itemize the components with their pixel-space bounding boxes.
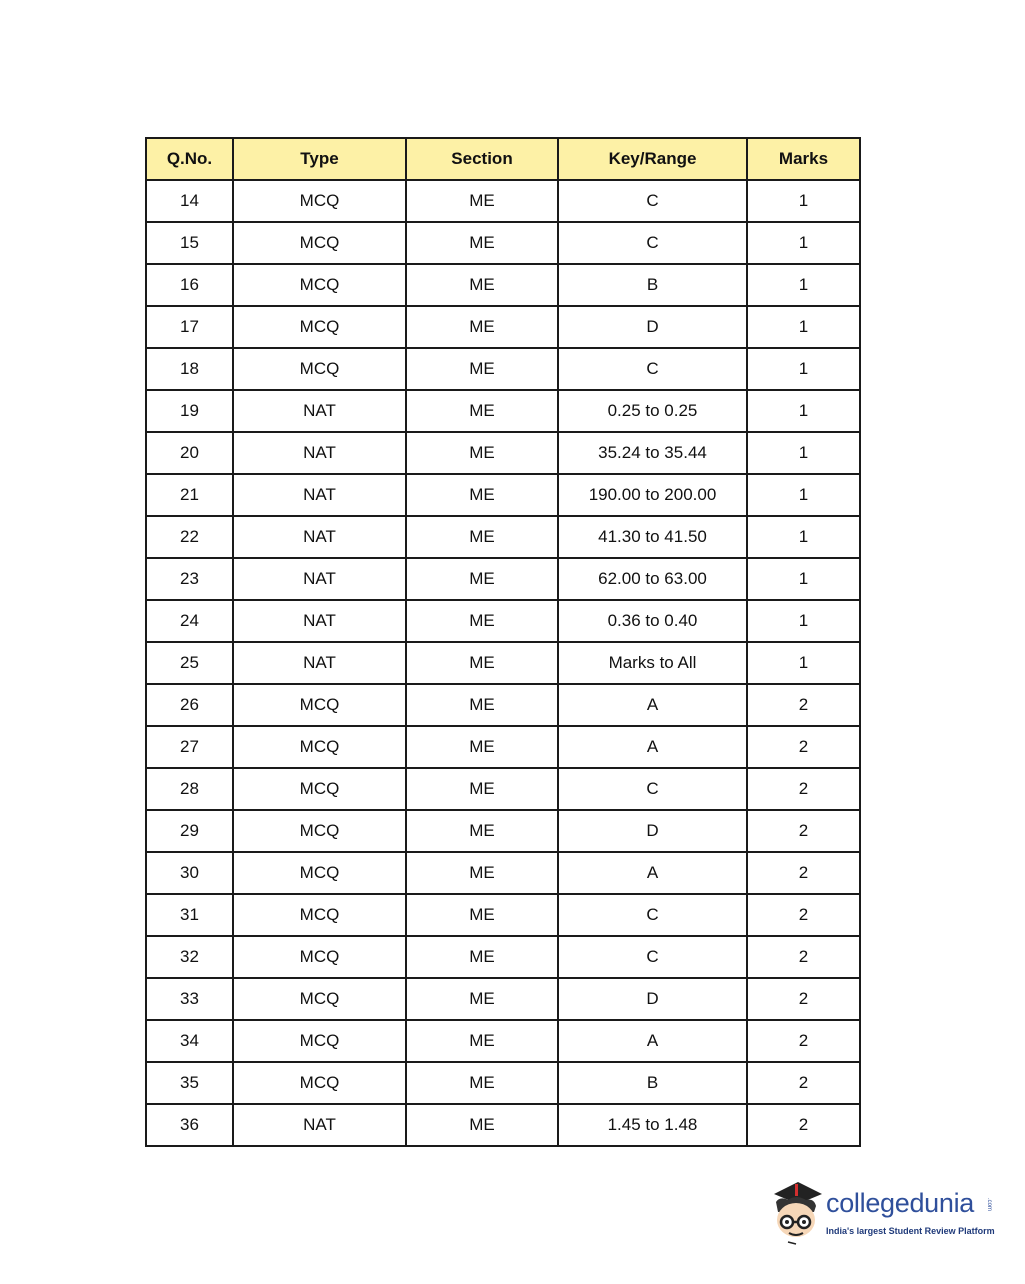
cell-marks: 2	[747, 768, 860, 810]
cell-section: ME	[406, 642, 558, 684]
cell-section: ME	[406, 180, 558, 222]
cell-section: ME	[406, 390, 558, 432]
table-row	[146, 390, 860, 432]
cell-type: NAT	[233, 600, 406, 642]
cell-key-range: 41.30 to 41.50	[558, 516, 747, 558]
cell-type: MCQ	[233, 768, 406, 810]
table-row	[146, 348, 860, 390]
cell-section: ME	[406, 264, 558, 306]
table-row	[146, 852, 860, 894]
cell-key-range: B	[558, 264, 747, 306]
cell-qno: 34	[146, 1020, 233, 1062]
cell-type: MCQ	[233, 894, 406, 936]
cell-marks: 2	[747, 894, 860, 936]
cell-qno: 15	[146, 222, 233, 264]
table-header-row	[146, 138, 860, 180]
cell-type: NAT	[233, 558, 406, 600]
cell-section: ME	[406, 222, 558, 264]
table-row	[146, 1020, 860, 1062]
cell-key-range: C	[558, 348, 747, 390]
cell-section: ME	[406, 600, 558, 642]
cell-section: ME	[406, 684, 558, 726]
cell-key-range: A	[558, 726, 747, 768]
header-qno: Q.No.	[146, 138, 233, 180]
answer-key-table	[145, 137, 861, 1147]
cell-qno: 35	[146, 1062, 233, 1104]
cell-qno: 22	[146, 516, 233, 558]
cell-section: ME	[406, 516, 558, 558]
cell-key-range: C	[558, 894, 747, 936]
cell-qno: 16	[146, 264, 233, 306]
cell-qno: 31	[146, 894, 233, 936]
mascot-icon	[766, 1176, 826, 1246]
table-row	[146, 1062, 860, 1104]
cell-section: ME	[406, 894, 558, 936]
table-row	[146, 642, 860, 684]
logo-domain-suffix: .com	[986, 1198, 992, 1212]
cell-section: ME	[406, 852, 558, 894]
cell-key-range: C	[558, 768, 747, 810]
table-row	[146, 558, 860, 600]
cell-type: MCQ	[233, 936, 406, 978]
collegedunia-logo	[766, 1176, 996, 1246]
cell-key-range: Marks to All	[558, 642, 747, 684]
cell-section: ME	[406, 1104, 558, 1146]
cell-key-range: D	[558, 978, 747, 1020]
table-row	[146, 306, 860, 348]
cell-type: MCQ	[233, 180, 406, 222]
cell-qno: 33	[146, 978, 233, 1020]
table-row	[146, 768, 860, 810]
cell-type: NAT	[233, 390, 406, 432]
cell-marks: 1	[747, 306, 860, 348]
table-row	[146, 222, 860, 264]
cell-marks: 1	[747, 558, 860, 600]
cell-key-range: B	[558, 1062, 747, 1104]
cell-qno: 25	[146, 642, 233, 684]
cell-type: MCQ	[233, 264, 406, 306]
cell-key-range: D	[558, 306, 747, 348]
cell-type: MCQ	[233, 222, 406, 264]
cell-key-range: A	[558, 684, 747, 726]
cell-key-range: 190.00 to 200.00	[558, 474, 747, 516]
cell-key-range: 62.00 to 63.00	[558, 558, 747, 600]
cell-marks: 2	[747, 1104, 860, 1146]
cell-qno: 20	[146, 432, 233, 474]
cell-type: MCQ	[233, 810, 406, 852]
cell-marks: 1	[747, 474, 860, 516]
cell-section: ME	[406, 474, 558, 516]
cell-qno: 28	[146, 768, 233, 810]
cell-section: ME	[406, 978, 558, 1020]
cell-qno: 36	[146, 1104, 233, 1146]
logo-wordmark: collegedunia	[826, 1188, 975, 1218]
cell-marks: 1	[747, 222, 860, 264]
cell-qno: 26	[146, 684, 233, 726]
cell-type: MCQ	[233, 1062, 406, 1104]
cell-key-range: C	[558, 222, 747, 264]
cell-key-range: 0.25 to 0.25	[558, 390, 747, 432]
cell-key-range: 1.45 to 1.48	[558, 1104, 747, 1146]
cell-section: ME	[406, 936, 558, 978]
table-row	[146, 432, 860, 474]
cell-marks: 1	[747, 432, 860, 474]
header-marks: Marks	[747, 138, 860, 180]
table-row	[146, 684, 860, 726]
cell-qno: 29	[146, 810, 233, 852]
cell-key-range: 0.36 to 0.40	[558, 600, 747, 642]
cell-marks: 1	[747, 642, 860, 684]
cell-marks: 2	[747, 684, 860, 726]
cell-section: ME	[406, 558, 558, 600]
cell-type: NAT	[233, 516, 406, 558]
cell-section: ME	[406, 306, 558, 348]
cell-key-range: A	[558, 852, 747, 894]
table-row	[146, 180, 860, 222]
table-row	[146, 474, 860, 516]
cell-qno: 18	[146, 348, 233, 390]
cell-type: MCQ	[233, 726, 406, 768]
table-row	[146, 1104, 860, 1146]
table-row	[146, 936, 860, 978]
header-section: Section	[406, 138, 558, 180]
cell-qno: 32	[146, 936, 233, 978]
cell-qno: 17	[146, 306, 233, 348]
table-row	[146, 978, 860, 1020]
logo-tagline: India's largest Student Review Platform	[826, 1226, 995, 1236]
cell-section: ME	[406, 432, 558, 474]
cell-type: MCQ	[233, 306, 406, 348]
cell-type: NAT	[233, 432, 406, 474]
table-row	[146, 894, 860, 936]
cell-type: MCQ	[233, 348, 406, 390]
cell-section: ME	[406, 1020, 558, 1062]
cell-section: ME	[406, 768, 558, 810]
table-row	[146, 600, 860, 642]
cell-section: ME	[406, 726, 558, 768]
table-row	[146, 810, 860, 852]
cell-section: ME	[406, 810, 558, 852]
cell-type: MCQ	[233, 684, 406, 726]
header-type: Type	[233, 138, 406, 180]
cell-type: NAT	[233, 642, 406, 684]
cell-key-range: C	[558, 936, 747, 978]
cell-section: ME	[406, 348, 558, 390]
header-key-range: Key/Range	[558, 138, 747, 180]
cell-qno: 30	[146, 852, 233, 894]
table-row	[146, 264, 860, 306]
cell-marks: 1	[747, 264, 860, 306]
cell-qno: 23	[146, 558, 233, 600]
cell-marks: 2	[747, 936, 860, 978]
cell-key-range: C	[558, 180, 747, 222]
cell-qno: 24	[146, 600, 233, 642]
cell-marks: 1	[747, 180, 860, 222]
table-row	[146, 726, 860, 768]
cell-type: MCQ	[233, 1020, 406, 1062]
cell-marks: 2	[747, 1062, 860, 1104]
cell-marks: 1	[747, 348, 860, 390]
cell-qno: 19	[146, 390, 233, 432]
cell-type: NAT	[233, 474, 406, 516]
cell-qno: 27	[146, 726, 233, 768]
cell-marks: 2	[747, 1020, 860, 1062]
table-row	[146, 516, 860, 558]
cell-type: NAT	[233, 1104, 406, 1146]
cell-key-range: 35.24 to 35.44	[558, 432, 747, 474]
cell-type: MCQ	[233, 978, 406, 1020]
cell-marks: 2	[747, 726, 860, 768]
cell-marks: 1	[747, 516, 860, 558]
cell-qno: 14	[146, 180, 233, 222]
cell-marks: 2	[747, 810, 860, 852]
cell-marks: 2	[747, 978, 860, 1020]
cell-key-range: A	[558, 1020, 747, 1062]
cell-qno: 21	[146, 474, 233, 516]
cell-section: ME	[406, 1062, 558, 1104]
cell-marks: 2	[747, 852, 860, 894]
cell-type: MCQ	[233, 852, 406, 894]
cell-marks: 1	[747, 600, 860, 642]
cell-key-range: D	[558, 810, 747, 852]
cell-marks: 1	[747, 390, 860, 432]
